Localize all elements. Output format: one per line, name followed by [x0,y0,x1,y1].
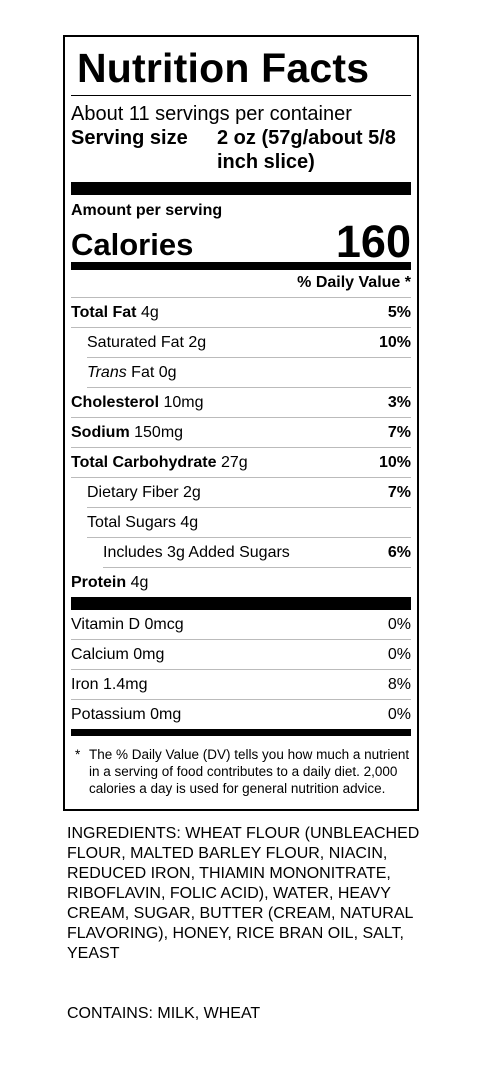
nutrient-row-total-sugars [87,508,411,538]
allergen-contains: CONTAINS: MILK, WHEAT [67,1005,261,1022]
calories-value: 160 [335,216,411,267]
vitamin-row [71,670,411,700]
daily-value-footnote [71,746,411,797]
nutrient-dv: 6% [387,544,411,561]
nutrient-name: Fat [126,364,155,381]
nutrient-row-sodium [71,418,411,448]
nutrient-amount: 4g [180,514,199,531]
nutrient-name: Includes 3g Added Sugars [103,544,290,561]
calories-row [71,216,411,270]
nutrient-amount: 27g [220,454,248,471]
nutrient-name: Dietary Fiber [87,484,179,501]
servings-per-container: About 11 servings per container [71,103,352,125]
vitamin-dv: 8% [387,675,411,693]
nutrient-amount: 0g [158,364,177,381]
nutrient-name-italic: Trans [87,364,127,381]
nutrient-row-total-fat [71,298,411,328]
nutrient-amount: 2g [188,334,207,351]
nutrient-dv: 10% [378,454,411,471]
nutrient-dv: 5% [387,304,411,321]
nutrient-amount: 150mg [134,424,184,441]
nutrient-amount: 4g [130,574,149,591]
calories-label: Calories [71,227,194,262]
vitamin-name: Calcium 0mg [71,645,165,663]
nutrition-label [63,35,419,811]
nutrient-name: Total Fat [71,304,137,321]
ingredients-text: INGREDIENTS: WHEAT FLOUR (UNBLEACHED FLOUR, MALTED BARLEY FLOUR, NIACIN, REDUCED IRON, THIAMIN MONONITRATE, RIBOFLAVIN, FOLIC ACID), WATER, HEAVY CREAM, SUGAR, BUTTER (CREAM, NATURAL FLAVORING), HONEY, RICE BRAN OIL, SALT, YEAST [67,825,420,962]
nutrient-row-added-sugars [103,538,411,568]
thick-divider [71,182,411,195]
footnote-star: * [75,747,81,762]
nutrient-name: Protein [71,574,127,591]
amount-per-serving: Amount per serving [71,202,223,219]
nutrient-dv: 3% [387,394,411,411]
vitamin-name: Iron 1.4mg [71,675,148,693]
nutrient-name: Sodium [71,424,130,441]
vitamin-name: Potassium 0mg [71,705,182,723]
nutrient-amount: 10mg [163,394,204,411]
nutrient-name: Cholesterol [71,394,160,411]
nutrient-dv: 7% [387,484,411,501]
vitamin-row [71,640,411,670]
nutrient-row-total-carbohydrate [71,448,411,478]
vitamin-dv: 0% [387,615,411,633]
serving-size-value: 2 oz (57g/about 5/8 inch slice) [217,127,396,173]
nutrient-amount: 4g [140,304,159,321]
nutrient-name: Saturated Fat [87,334,184,351]
nutrient-dv: 7% [387,424,411,441]
nutrient-name: Total Carbohydrate [71,454,217,471]
vitamin-dv: 0% [387,705,411,723]
nutrient-row-dietary-fiber [87,478,411,508]
thick-divider [71,729,411,736]
serving-size-label: Serving size [71,127,188,149]
thick-divider [71,597,411,610]
nutrient-name: Total Sugars [87,514,176,531]
vitamin-row [71,700,411,729]
serving-size-row [71,126,411,174]
vitamin-name: Vitamin D 0mcg [71,615,184,633]
nutrient-row-protein [71,568,411,597]
vitamin-row [71,610,411,640]
daily-value-header: % Daily Value * [71,270,411,298]
nutrient-row-saturated-fat [87,328,411,358]
nutrient-amount: 2g [183,484,201,501]
footnote-text: The % Daily Value (DV) tells you how much a nutrient in a serving of food contributes to a daily diet. 2,000 calories a day is used for general nutrition advice. [89,747,410,796]
nutrient-row-cholesterol [71,388,411,418]
label-title: Nutrition Facts [71,43,411,96]
nutrient-row-trans-fat [87,358,411,388]
vitamin-dv: 0% [387,645,411,663]
nutrient-dv: 10% [378,334,411,351]
